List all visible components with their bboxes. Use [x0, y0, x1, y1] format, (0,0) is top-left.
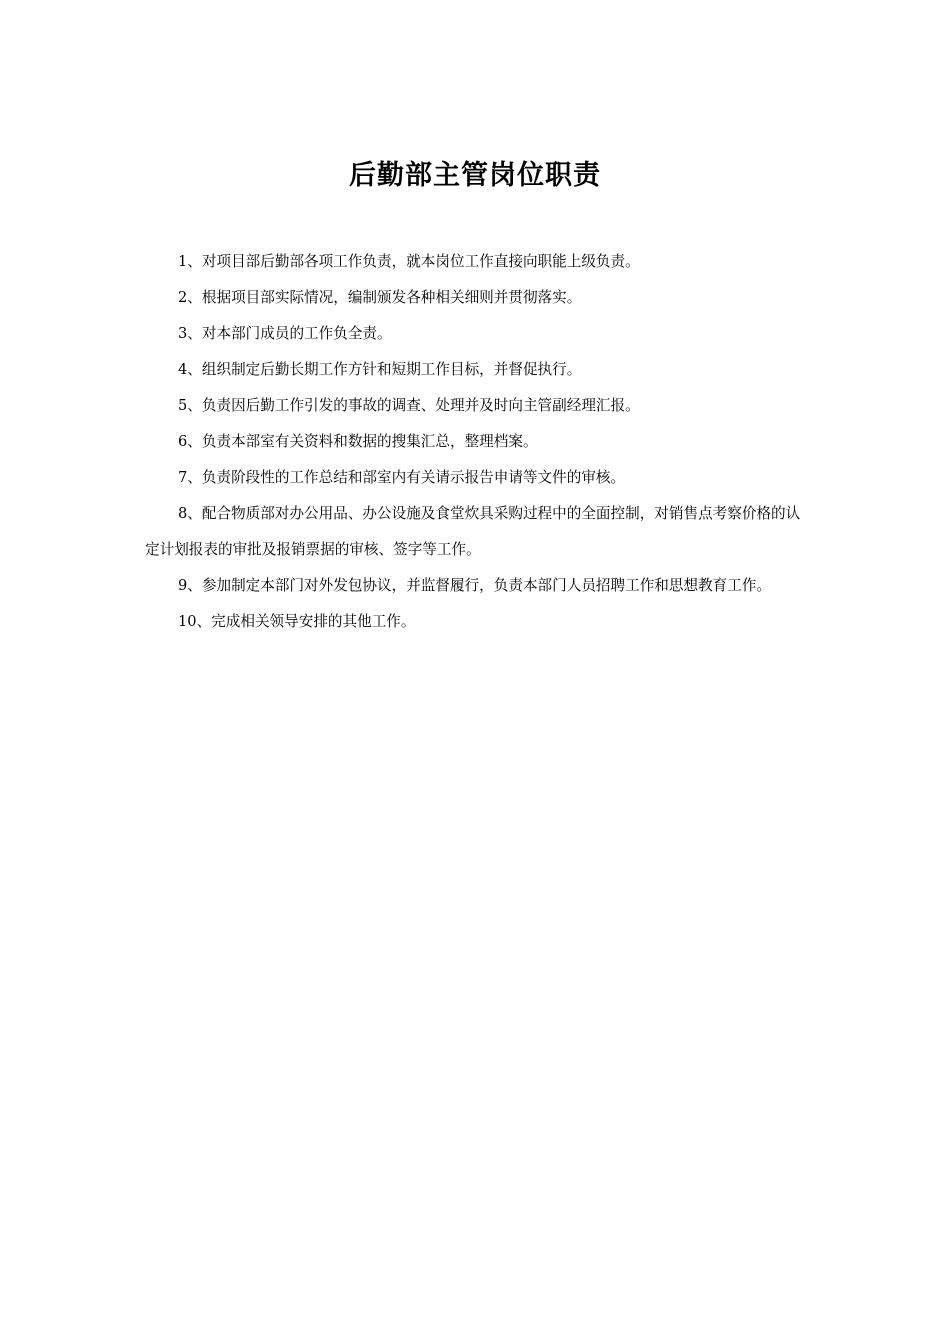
duty-item-4: 4、组织制定后勤长期工作方针和短期工作目标，并督促执行。	[178, 361, 582, 378]
page-title: 后勤部主管岗位职责	[349, 160, 601, 191]
duty-item-2: 2、根据项目部实际情况，编制颁发各种相关细则并贯彻落实。	[178, 289, 582, 306]
duty-item-10: 10、完成相关领导安排的其他工作。	[178, 613, 416, 630]
duty-item-9: 9、参加制定本部门对外发包协议，并监督履行，负责本部门人员招聘工作和思想教育工作。	[178, 577, 772, 594]
duty-item-7: 7、负责阶段性的工作总结和部室内有关请示报告申请等文件的审核。	[178, 469, 626, 486]
duty-item-8: 8、配合物质部对办公用品、办公设施及食堂炊具采购过程中的全面控制，对销售点考察价格的认定计划报表的审批及报销票据的审核、签字等工作。	[145, 505, 801, 558]
duty-item-3: 3、对本部门成员的工作负全责。	[178, 325, 392, 342]
duty-item-5: 5、负责因后勤工作引发的事故的调查、处理并及时向主管副经理汇报。	[178, 397, 640, 414]
duty-list	[145, 244, 807, 640]
duty-item-6: 6、负责本部室有关资料和数据的搜集汇总，整理档案。	[178, 433, 538, 450]
duty-item-1: 1、对项目部后勤部各项工作负责，就本岗位工作直接向职能上级负责。	[178, 253, 640, 270]
